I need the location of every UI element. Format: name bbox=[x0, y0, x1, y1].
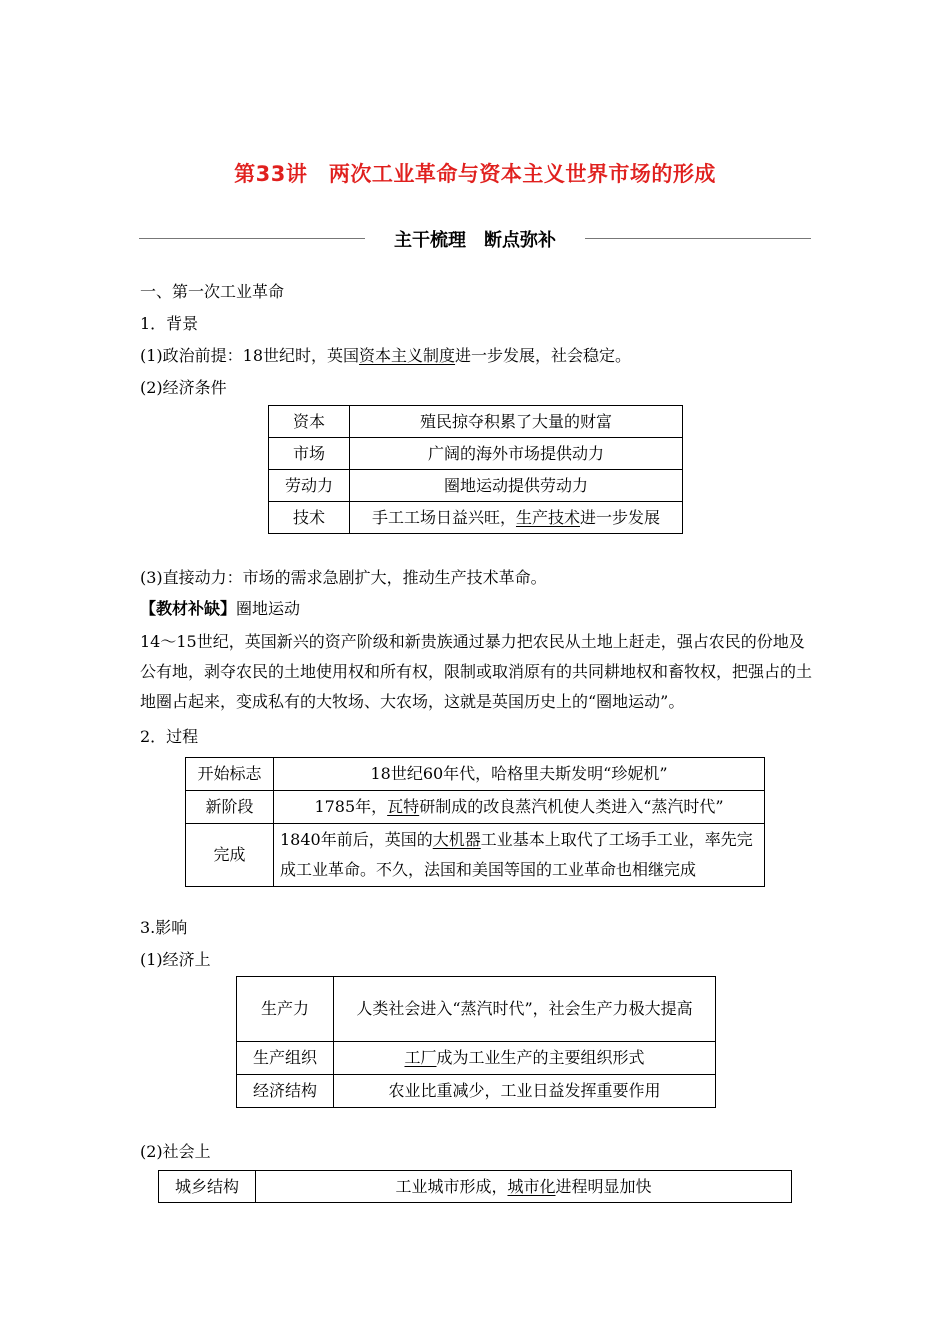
supplement-title: 圈地运动 bbox=[236, 599, 301, 618]
table-row bbox=[237, 977, 716, 1042]
table-value: 殖民掠夺积累了大量的财富 bbox=[350, 406, 683, 438]
table-row bbox=[186, 824, 765, 887]
divider-line-right bbox=[585, 238, 811, 239]
social-impact-table bbox=[158, 1170, 792, 1203]
table-value: 广阔的海外市场提供动力 bbox=[350, 438, 683, 470]
table-value: 农业比重减少，工业日益发挥重要作用 bbox=[334, 1075, 716, 1108]
table-row bbox=[186, 758, 765, 791]
table-key: 市场 bbox=[269, 438, 350, 470]
table-row bbox=[237, 1042, 716, 1075]
table-value: 手工工场日益兴旺，生产技术进一步发展 bbox=[350, 502, 683, 534]
economic-impact-table bbox=[236, 976, 716, 1108]
table-value: 18世纪60年代，哈格里夫斯发明“珍妮机” bbox=[274, 758, 765, 791]
table-key: 劳动力 bbox=[269, 470, 350, 502]
table-key: 生产力 bbox=[237, 977, 334, 1042]
table-row bbox=[269, 502, 683, 534]
table-row bbox=[269, 470, 683, 502]
table-key: 资本 bbox=[269, 406, 350, 438]
supplement-label: 【教材补缺】 bbox=[140, 599, 237, 618]
economic-conditions-table bbox=[268, 405, 683, 534]
section-header: 主干梳理 断点弥补 bbox=[394, 230, 556, 251]
direct-motive: (3)直接动力：市场的需求急剧扩大，推动生产技术革命。 bbox=[140, 568, 547, 587]
table-key: 完成 bbox=[186, 824, 274, 887]
table-row bbox=[269, 406, 683, 438]
table-value: 圈地运动提供劳动力 bbox=[350, 470, 683, 502]
supplement-text: 14～15世纪，英国新兴的资产阶级和新贵族通过暴力把农民从土地上赶走，强占农民的份地及公有地，剥夺农民的土地使用权和所有权，限制或取消原有的共同耕地权和畜牧权，把强占的土地圈占起来，变成私有的大牧场、大农场，这就是英国历史上的“圈地运动”。 bbox=[140, 632, 813, 711]
process-table bbox=[185, 757, 765, 887]
table-key: 技术 bbox=[269, 502, 350, 534]
underline-capitalism: 资本主义制度 bbox=[359, 346, 456, 365]
table-value: 1840年前后，英国的大机器工业基本上取代了工场手工业，率先完成工业革命。不久，法国和美国等国的工业革命也相继完成 bbox=[274, 824, 765, 887]
heading-social: (2)社会上 bbox=[140, 1142, 211, 1161]
political-premise: (1)政治前提：18世纪时，英国资本主义制度进一步发展，社会稳定。 bbox=[140, 346, 632, 365]
table-key: 新阶段 bbox=[186, 791, 274, 824]
heading-economic: (1)经济上 bbox=[140, 950, 211, 969]
supplement-heading bbox=[140, 598, 300, 620]
table-key: 开始标志 bbox=[186, 758, 274, 791]
heading-economic-conditions: (2)经济条件 bbox=[140, 378, 227, 397]
table-row bbox=[269, 438, 683, 470]
section-divider bbox=[139, 226, 811, 252]
table-value: 1785年，瓦特研制成的改良蒸汽机使人类进入“蒸汽时代” bbox=[274, 791, 765, 824]
heading-industrial-revolution-1: 一、第一次工业革命 bbox=[140, 282, 285, 301]
table-value: 工厂成为工业生产的主要组织形式 bbox=[334, 1042, 716, 1075]
table-key: 经济结构 bbox=[237, 1075, 334, 1108]
table-key: 生产组织 bbox=[237, 1042, 334, 1075]
table-key: 城乡结构 bbox=[159, 1171, 256, 1203]
table-row bbox=[237, 1075, 716, 1108]
heading-impact: 3.影响 bbox=[140, 918, 188, 937]
table-value: 工业城市形成，城市化进程明显加快 bbox=[256, 1171, 792, 1203]
table-row bbox=[186, 791, 765, 824]
table-value: 人类社会进入“蒸汽时代”，社会生产力极大提高 bbox=[334, 977, 716, 1042]
heading-background: 1．背景 bbox=[140, 314, 199, 333]
divider-line-left bbox=[139, 238, 365, 239]
heading-process: 2．过程 bbox=[140, 727, 199, 746]
table-row bbox=[159, 1171, 792, 1203]
page-title: 第33讲 两次工业革命与资本主义世界市场的形成 bbox=[234, 162, 716, 186]
